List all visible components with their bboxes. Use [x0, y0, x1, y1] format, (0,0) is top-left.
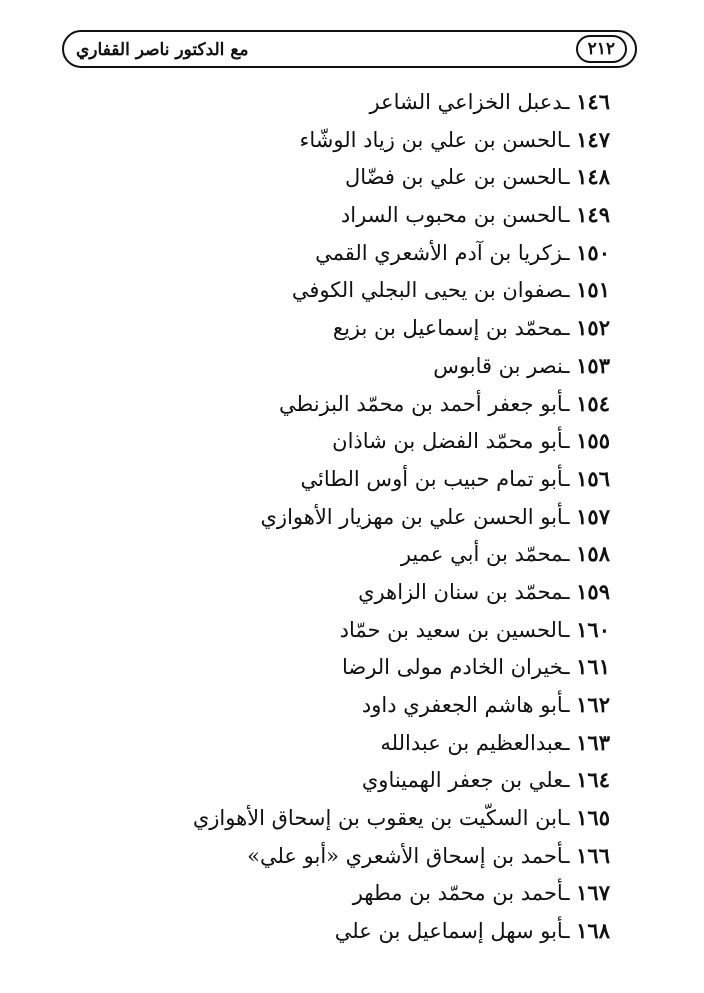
entry-dash: ـ — [563, 768, 577, 793]
entry-list — [90, 83, 610, 950]
entry-dash: ـ — [563, 693, 577, 717]
entry-number: ١٦٤ — [576, 767, 610, 793]
entry-name: الحسين بن سعيد بن حمّاد — [339, 617, 564, 642]
entry-dash: ـ — [563, 391, 577, 416]
entry-name: أبو سهل إسماعيل بن علي — [334, 919, 564, 944]
entry-name: خيران الخادم مولى الرضا — [341, 655, 564, 680]
entry-dash: ـ — [563, 579, 577, 604]
list-item — [90, 874, 610, 912]
entry-dash: ـ — [563, 843, 577, 868]
entry-number: ١٥٠ — [576, 239, 610, 265]
entry-name: علي بن جعفر الهميناوي — [361, 768, 564, 793]
entry-dash: ـ — [563, 655, 577, 680]
list-item — [90, 83, 610, 121]
list-item — [90, 611, 610, 649]
entry-number: ١٥٦ — [576, 465, 610, 491]
entry-number: ١٤٨ — [576, 164, 610, 190]
list-item — [90, 799, 610, 837]
entry-name: أبو محمّد الفضل بن شاذان — [332, 429, 564, 454]
list-item — [90, 761, 610, 799]
entry-name: عبدالعظيم بن عبدالله — [380, 730, 564, 755]
entry-number: ١٦٧ — [576, 880, 610, 906]
entry-number: ١٦٢ — [576, 692, 610, 717]
list-item — [90, 837, 610, 875]
list-item — [90, 498, 610, 536]
entry-name: ابن السكّيت بن يعقوب بن إسحاق الأهوازي — [192, 806, 564, 831]
entry-number: ١٦٦ — [576, 842, 610, 868]
list-item — [90, 309, 610, 347]
entry-dash: ـ — [563, 90, 577, 114]
entry-number: ١٦٥ — [576, 805, 610, 831]
entry-dash: ـ — [563, 919, 577, 944]
entry-number: ١٦٣ — [576, 729, 610, 755]
entry-dash: ـ — [563, 730, 577, 755]
entry-dash: ـ — [563, 881, 577, 906]
list-item — [90, 271, 610, 309]
entry-number: ١٥١ — [576, 277, 610, 303]
entry-name: الحسن بن علي بن زياد الوشّاء — [299, 127, 564, 152]
entry-name: الحسن بن محبوب السراد — [340, 203, 564, 228]
list-item — [90, 686, 610, 724]
entry-number: ١٥٢ — [576, 315, 610, 341]
entry-name: أحمد بن إسحاق الأشعري «أبو علي» — [247, 843, 564, 868]
entry-name: الحسن بن علي بن فضّال — [345, 165, 564, 190]
entry-name: محمّد بن سنان الزاهري — [358, 579, 564, 604]
entry-number: ١٦١ — [576, 654, 610, 680]
list-item — [90, 460, 610, 498]
entry-dash: ـ — [563, 617, 577, 642]
list-item — [90, 422, 610, 460]
entry-dash: ـ — [563, 353, 577, 378]
page-number: ٢١٢ — [576, 35, 627, 63]
entry-name: أحمد بن محمّد بن مطهر — [352, 881, 564, 906]
entry-dash: ـ — [563, 203, 577, 228]
entry-name: أبو جعفر أحمد بن محمّد البزنطي — [279, 391, 564, 416]
entry-number: ١٤٧ — [576, 126, 610, 152]
entry-dash: ـ — [563, 806, 577, 831]
entry-number: ١٦٨ — [576, 918, 610, 944]
entry-dash: ـ — [563, 466, 577, 491]
entry-number: ١٥٤ — [576, 390, 610, 416]
entry-name: أبو تمام حبيب بن أوس الطائي — [300, 466, 564, 491]
list-item — [90, 158, 610, 196]
page-header — [62, 30, 637, 68]
entry-dash: ـ — [563, 240, 577, 265]
entry-dash: ـ — [563, 316, 577, 341]
list-item — [90, 121, 610, 159]
entry-name: صفوان بن يحيى البجلي الكوفي — [291, 278, 564, 303]
entry-name: زكريا بن آدم الأشعري القمي — [315, 240, 564, 265]
list-item — [90, 724, 610, 762]
list-item — [90, 535, 610, 573]
entry-dash: ـ — [563, 429, 577, 454]
list-item — [90, 648, 610, 686]
list-item — [90, 912, 610, 950]
entry-number: ١٤٩ — [576, 202, 610, 228]
entry-number: ١٥٣ — [576, 352, 610, 378]
entry-dash: ـ — [563, 542, 577, 567]
entry-name: محمّد بن أبي عمير — [400, 542, 564, 567]
entry-number: ١٥٩ — [576, 578, 610, 604]
entry-number: ١٥٥ — [576, 428, 610, 454]
entry-name: أبو الحسن علي بن مهزيار الأهوازي — [260, 504, 564, 529]
list-item — [90, 234, 610, 272]
entry-number: ١٤٦ — [576, 89, 610, 114]
entry-dash: ـ — [563, 165, 577, 190]
entry-dash: ـ — [563, 278, 577, 303]
list-item — [90, 196, 610, 234]
entry-number: ١٥٨ — [576, 541, 610, 567]
entry-number: ١٦٠ — [576, 616, 610, 642]
list-item — [90, 347, 610, 385]
entry-name: دعبل الخزاعي الشاعر — [369, 90, 564, 114]
entry-dash: ـ — [563, 504, 577, 529]
list-item — [90, 573, 610, 611]
entry-name: أبو هاشم الجعفري داود — [361, 693, 564, 717]
entry-name: نصر بن قابوس — [433, 353, 564, 378]
entry-number: ١٥٧ — [576, 503, 610, 529]
entry-name: محمّد بن إسماعيل بن بزيع — [332, 316, 564, 341]
list-item — [90, 385, 610, 423]
running-title: مع الدكتور ناصر القفاري — [76, 40, 249, 60]
entry-dash: ـ — [563, 127, 577, 152]
